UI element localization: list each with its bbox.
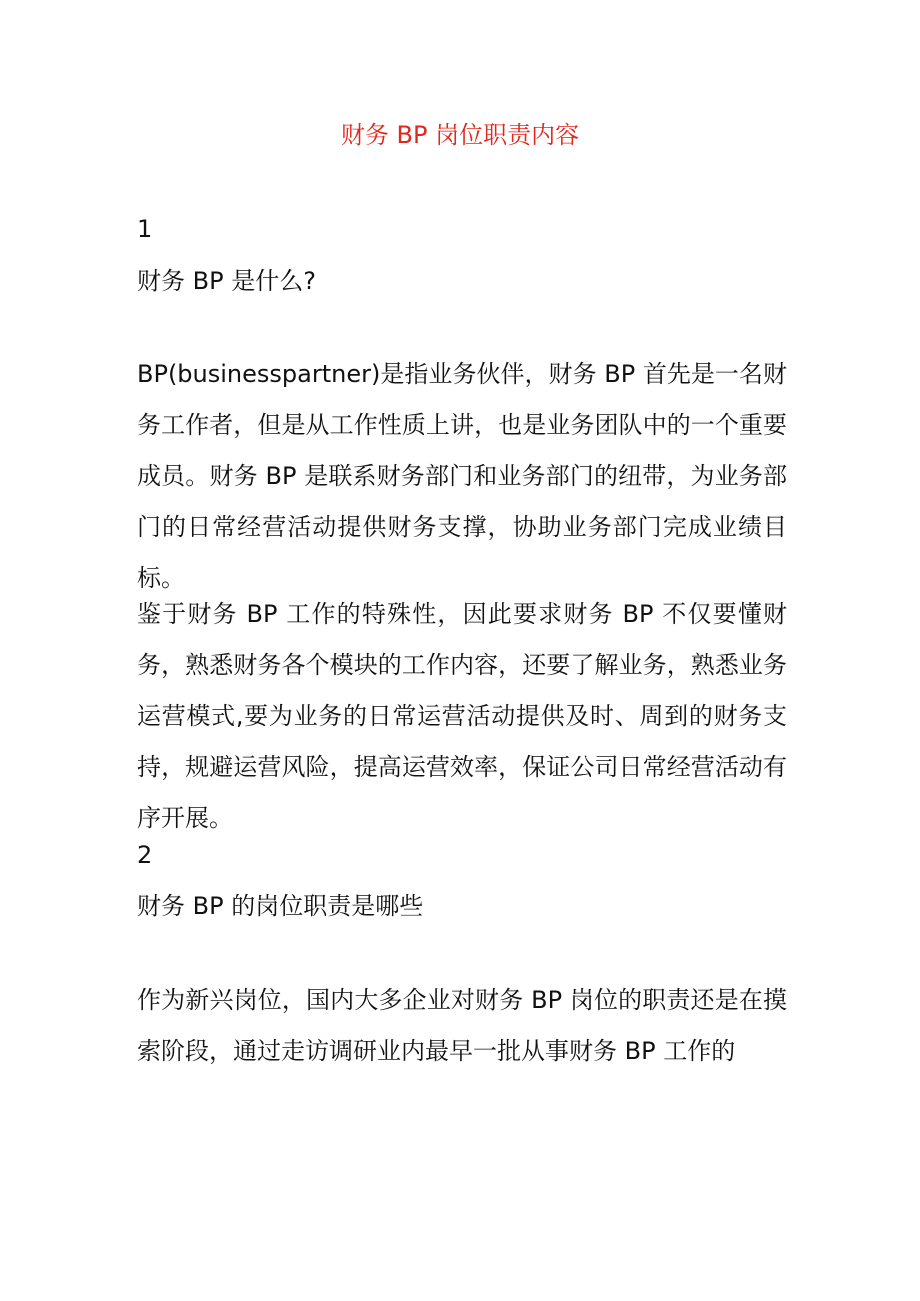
document-title: 财务 BP 岗位职责内容 xyxy=(340,121,580,149)
section-1-heading: 财务 BP 是什么? xyxy=(137,267,316,295)
section-1-paragraph-1: BP(businesspartner)是指业务伙伴，财务 BP 首先是一名财务工作者，但是从工作性质上讲，也是业务团队中的一个重要成员。财务 BP 是联系财务部门和业务部门的纽带，为业务部门的日常经营活动提供财务支撑，协助业务部门完成业绩目标。 xyxy=(137,360,787,592)
section-2-paragraph-1: 作为新兴岗位，国内大多企业对财务 BP 岗位的职责还是在摸索阶段，通过走访调研业内最早一批从事财务 BP 工作的 xyxy=(137,986,787,1065)
section-1-number: 1 xyxy=(137,215,153,243)
section-1-paragraph-2: 鉴于财务 BP 工作的特殊性，因此要求财务 BP 不仅要懂财务，熟悉财务各个模块的工作内容，还要了解业务，熟悉业务运营模式,要为业务的日常运营活动提供及时、周到的财务支持，规避运营风险，提高运营效率，保证公司日常经营活动有序开展。 xyxy=(137,600,787,832)
section-2-heading: 财务 BP 的岗位职责是哪些 xyxy=(137,892,424,920)
section-2-number: 2 xyxy=(137,841,153,869)
